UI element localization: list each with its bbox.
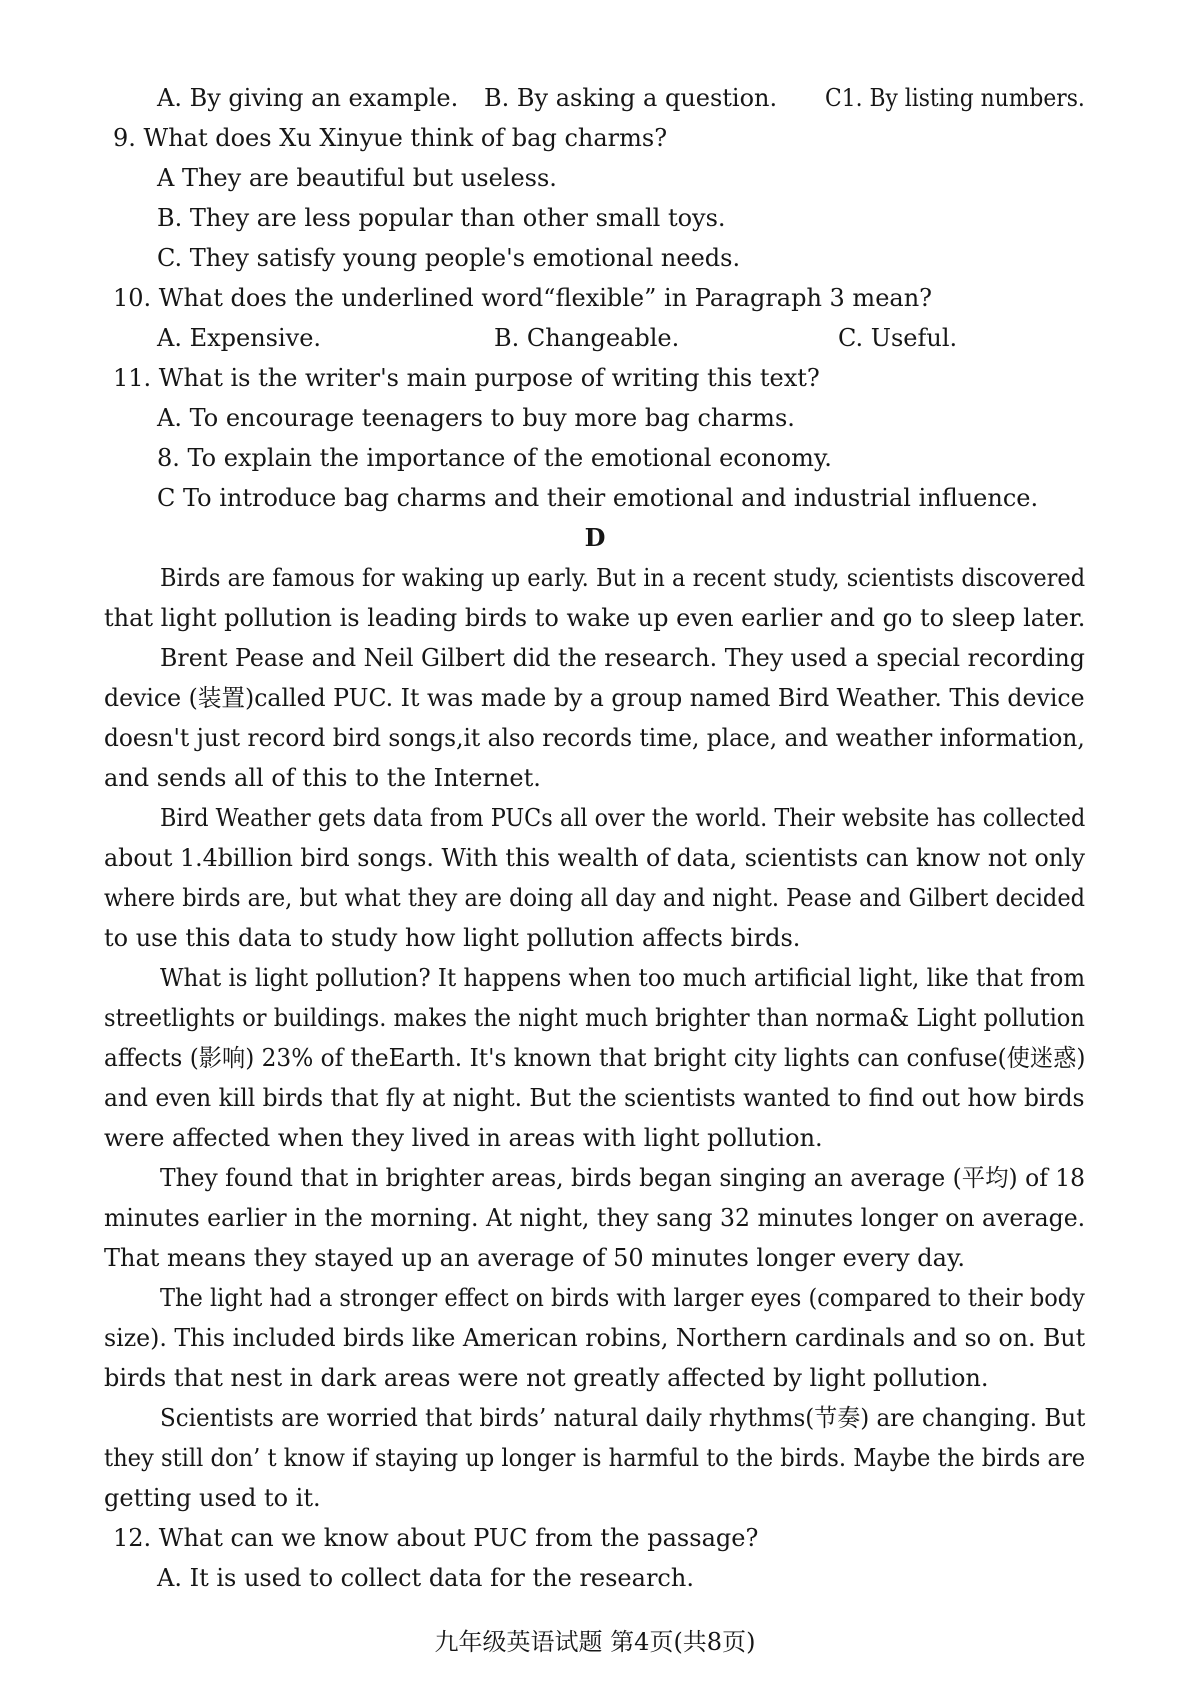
passage-line: about 1.4billion bird songs. With this wealth of data, scientists can know not only <box>104 844 1086 872</box>
q12-option-a: A. It is used to collect data for the research. <box>157 1564 694 1592</box>
q11-stem: 11. What is the writer's main purpose of writing this text? <box>113 364 820 392</box>
passage-line: Brent Pease and Neil Gilbert did the research. They used a special recording <box>160 644 1085 672</box>
passage-line: That means they stayed up an average of 50 minutes longer every day. <box>104 1244 965 1272</box>
q9-option-c: C. They satisfy young people's emotional needs. <box>157 244 741 272</box>
passage-line: they still don’ t know if staying up longer is harmful to the birds. Maybe the birds are <box>104 1444 1086 1472</box>
passage-line: where birds are, but what they are doing all day and night. Pease and Gilbert decided <box>104 884 1086 912</box>
q10-option-c: C. Useful. <box>838 324 958 352</box>
passage-line: The light had a stronger effect on birds with larger eyes (compared to their body <box>160 1284 1085 1312</box>
passage-line: that light pollution is leading birds to wake up even earlier and go to sleep later. <box>104 604 1086 632</box>
passage-line: device (装置)called PUC. It was made by a group named Bird Weather. This device <box>104 684 1085 712</box>
q11-option-c: C To introduce bag charms and their emotional and industrial influence. <box>157 484 1039 512</box>
q8-option-a: A. By giving an example. <box>157 84 459 112</box>
passage-line: to use this data to study how light pollution affects birds. <box>104 924 801 952</box>
q10-stem: 10. What does the underlined word“flexible” in Paragraph 3 mean? <box>113 284 933 312</box>
passage-line: were affected when they lived in areas with light pollution. <box>104 1124 823 1152</box>
q9-option-b: B. They are less popular than other small toys. <box>157 204 726 232</box>
passage-line: Bird Weather gets data from PUCs all over the world. Their website has collected <box>160 804 1086 832</box>
passage-line: streetlights or buildings. makes the night much brighter than norma& Light pollution <box>104 1004 1085 1032</box>
passage-line: getting used to it. <box>104 1484 321 1512</box>
passage-line: What is light pollution? It happens when too much artificial light, like that from <box>160 964 1086 992</box>
q8-option-b: B. By asking a question. <box>484 84 778 112</box>
q12-stem: 12. What can we know about PUC from the passage? <box>113 1524 759 1552</box>
passage-line: and even kill birds that fly at night. But the scientists wanted to find out how birds <box>104 1084 1085 1112</box>
passage-line: affects (影响) 23% of theEarth. It's known that bright city lights can confuse(使迷惑) <box>104 1044 1086 1072</box>
passage-line: and sends all of this to the Internet. <box>104 764 541 792</box>
q10-option-a: A. Expensive. <box>157 324 322 352</box>
passage-line: They found that in brighter areas, birds began singing an average (平均) of 18 <box>160 1164 1086 1192</box>
passage-line: Birds are famous for waking up early. But in a recent study, scientists discovered <box>160 564 1086 592</box>
passage-line: Scientists are worried that birds’ natural daily rhythms(节奏) are changing. But <box>160 1404 1086 1432</box>
passage-line: size). This included birds like American robins, Northern cardinals and so on. But <box>104 1324 1086 1352</box>
page-footer: 九年级英语试题 第4页(共8页) <box>434 1628 756 1656</box>
q11-option-a: A. To encourage teenagers to buy more bag charms. <box>157 404 795 432</box>
passage-line: minutes earlier in the morning. At night, they sang 32 minutes longer on average. <box>104 1204 1086 1232</box>
section-title: D <box>584 523 606 552</box>
passage-line: doesn't just record bird songs,it also records time, place, and weather information, <box>104 724 1085 752</box>
q10-option-b: B. Changeable. <box>494 324 680 352</box>
q11-option-b: 8. To explain the importance of the emotional economy. <box>157 444 832 472</box>
q8-option-c: C1. By listing numbers. <box>825 84 1085 112</box>
passage-line: birds that nest in dark areas were not greatly affected by light pollution. <box>104 1364 989 1392</box>
q9-option-a: A They are beautiful but useless. <box>157 164 557 192</box>
q9-stem: 9. What does Xu Xinyue think of bag charms? <box>113 124 668 152</box>
